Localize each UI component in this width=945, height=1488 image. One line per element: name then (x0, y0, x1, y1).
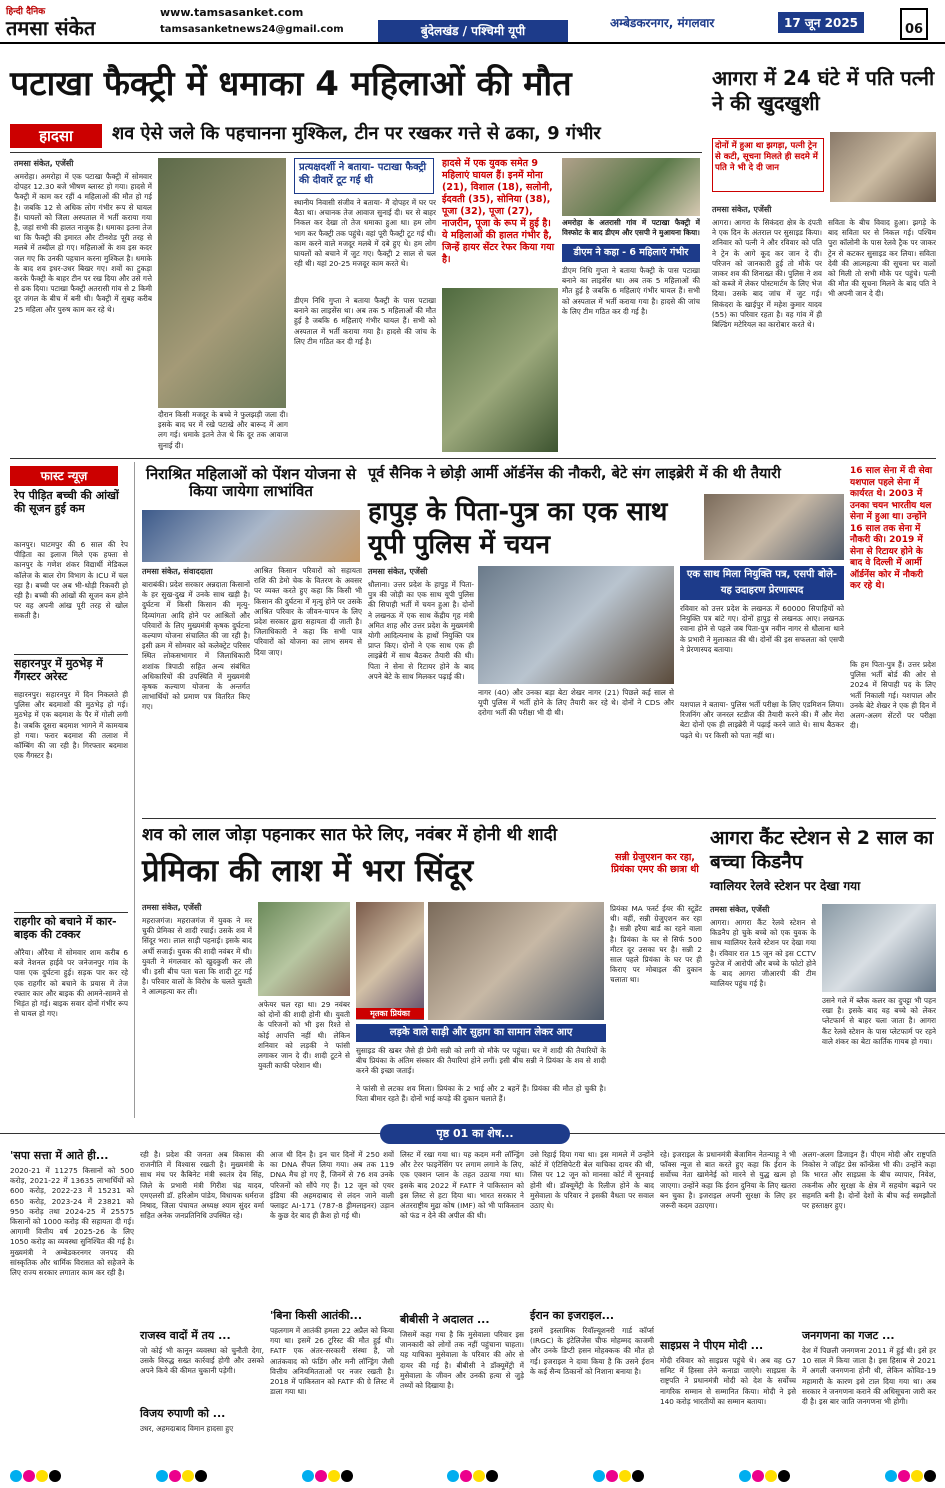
byline: तमसा संकेत, एजेंसी (710, 905, 770, 914)
divider (14, 654, 128, 655)
continued-head-5: ईरान का इजराइल... (530, 1309, 615, 1322)
sindoor-callout: सन्नी ग्रेजुएशन कर रहा, प्रियंका एमए की छात्रा थी (611, 852, 699, 875)
section-tag: बुंदेलखंड / पश्चिमी यूपी (378, 20, 568, 42)
callout-body: स्थानीय निवासी संजीव ने बताया- मैं दोपहर में घर पर बैठा था। अचानक तेज आवाज सुनाई दी। घर से बाहर निकल कर देखा तो तेज धमाका हुआ था। हम लोग भाग कर फैक्ट्री तक पहुंचे। वहां पूरी फैक्ट्री टूट गई थी। काम करने वाले मजदूर मलबे में दबे हुए थे। हम लोग घायलों को बचाने में जुट गए। फैक्ट्री 2 साल से चल रही थी। यहां 20-25 मजदूर काम करते थे। (294, 198, 436, 269)
fast-news-headline-1: रेप पीड़ित बच्ची की आंखों की सूजन हुई कम (14, 489, 119, 515)
agra-body-continued: सविता के बीच विवाद हुआ। झगड़े के बाद सविता घर से निकल गई। पश्चिम पुरा कॉलोनी के पास रेलवे ट्रैक पर जाकर ट्रेन से कटकर सुसाइड कर लिया। सविता देवी की आत्महत्या की सूचना घर वालों को मिली तो सभी मौके पर पहुंचे। पत्नी की मौत की सूचना मिलने के बाद पति ने भी अपनी जान दे दी। (828, 218, 936, 299)
continued-label: पृष्ठ 01 का शेष... (380, 1124, 570, 1144)
website-url: www.tamsasanket.com (160, 6, 304, 19)
continued-head-7: जनगणना का गजट ... (802, 1329, 895, 1342)
byline: तमसा संकेत, एजेंसी (142, 903, 202, 912)
email-address: tamsasanketnews24@gmail.com (160, 24, 344, 35)
accident-photo (158, 158, 286, 408)
agra-callout: दोनों में हुआ था झगड़ा, पत्नी ट्रेन से कटी, सूचना मिलते ही सदमे में पति ने भी दे दी जान (712, 138, 824, 192)
cmyk-mark (156, 1470, 207, 1484)
hapur-headline: हापुड़ के पिता-पुत्र का एक साथ यूपी पुलिस में चयन (368, 497, 668, 560)
kidnap-headline: आगरा कैंट स्टेशन से 2 साल का बच्चा किडनैप (710, 827, 934, 873)
railway-track-photo (830, 132, 936, 202)
continued-body-2b: जो कोई भी कानून व्यवस्था को चुनौती देगा, उसके विरुद्ध सख्त कार्रवाई होगी और उसको अपने किये की कीमत चुकानी पड़ेगी। (140, 1346, 264, 1376)
callout-box: प्रत्यक्षदर्शी ने बताया- पटाखा फैक्ट्री की दीवारें टूट गई थी (294, 158, 434, 194)
pension-body: बाराबंकी। प्रदेश सरकार अन्नदाता किसानों के हर सुख-दुख में उनके साथ खड़ी है। दुर्घटना में किसी किसान की मृत्यु-दिव्यांगता आदि होने पर आश्रितों और परिवारों के लिए मुख्यमंत्री कृषक दुर्घटना कल्याण योजना संचालित की जा रही है। इसी क्रम में सोमवार को कलेक्ट्रेट परिसर स्थित लोकसभागार में जिलाधिकारी शशांक त्रिपाठी सहित अन्य संबंधित अधिकारियों की उपस्थिति में मुख्यमंत्री कृषक कल्याण योजना के अन्तर्गत लाभार्थियों को प्रमाण पत्र वितरित किए गए। (142, 580, 250, 712)
byline: तमसा संकेत, एजेंसी (712, 205, 772, 214)
hapur-callout-body: रविवार को उत्तर प्रदेश के लखनऊ में 60000 सिपाहियों को नियुक्ति पत्र बांटे गए। दोनों हापुड़ से लखनऊ आए। लखनऊ रवाना होने से पहले जब पिता-पुत्र नवीन नागर से धौलाना थाने के प्रभारी ने मुलाकात की थी। दोनों की इस सफलता को एसपी ने प्रेरणास्पद बताया। (680, 604, 844, 654)
cmyk-mark (447, 1470, 498, 1484)
fast-news-body-1: कानपुर। घाटमपुर की 6 साल की रेप पीड़िता का इलाज मिले एक हफ्ता से कानपुर के गणेश शंकर विद्यार्थी मेडिकल कॉलेज के बाल रोग विभाग के ICU में चल रहा है। बच्ची पर अब भी-थोड़ी रिकवरी हो रही है। बच्ची की आंखों की सूजन कम होने पर वह अपनी आंख पूरी तरह से खोल सकती है। (14, 540, 128, 621)
column-rule (134, 462, 135, 1118)
photo-caption: दौरान किसी मजदूर के बच्चे ने फुलझड़ी जला दी। इसके बाद घर में रखे पटाखे और बारूद में आग लग गई। धमाके इतने तेज थे कि दूर तक आवाज सुनाई दी। (158, 410, 288, 450)
kidnap-body: आगरा। आगरा कैंट रेलवे स्टेशन से किडनैप हो चुके बच्चे को एक युवक के साथ ग्वालियर रेलवे स्टेशन पर देखा गया है। रविवार रात 15 जून को इस CCTV फुटेज में आरोपी और बच्चे के फोटो होने के बाद आगरा जीआरपी की टीम ग्वालियर पहुंच गई है। (710, 918, 816, 989)
fast-news-headline-3: राहगीर को बचाने में कार-बाइक की टक्कर (14, 915, 117, 941)
sindoor-callout-body: सुसाइड की खबर जैसे ही प्रेमी सन्नी को लगी वो मौके पर पहुंचा। घर में शादी की तैयारियों के बीच प्रियंका के अंतिम संस्कार की तैयारियां होने लगीं। इसी बीच सन्नी ने प्रियंका के शव से शादी करने की इच्छा जताई। (356, 1046, 606, 1076)
sindoor-body-4: प्रियंका MA फर्स्ट ईयर की स्टूडेंट थी। वहीं, सन्नी ग्रेजुएशन कर रहा है। सन्नी हरैया बार्ड का रहने वाला है। प्रियंका के घर से सिर्फ 500 मीटर दूर उसका घर है। सन्नी 2 साल पहले प्रियंका के घर पर ही किराए पर मोबाइल की दुकान चलाता था। (610, 904, 702, 985)
cmyk-mark (10, 1470, 61, 1484)
category-tag: हादसा (10, 124, 102, 148)
sindoor-body: महराजगंज। महराजगंज में युवक ने मर चुकी प्रेमिका से शादी रचाई। उसके शव में सिंदूर भरा। लाल साड़ी पहनाई। इसके बाद अर्थी सजाई। युवक की शादी नवंबर में थी। युवती ने मंगलवार को खुदकुशी कर ली थी। इसी बीच पता चला कि शादी टूट गई है। परिवार वालों के विरोध के चलते युवती ने आत्महत्या कर ली। (142, 916, 252, 997)
hapur-kicker: पूर्व सैनिक ने छोड़ी आर्मी ऑर्डनेंस की नौकरी, बेटे संग लाइब्रेरी में की थी तैयारी (368, 466, 781, 482)
dm-subhead: डीएम ने कहा - 6 महिलाएं गंभीर (562, 244, 700, 262)
pension-body-continued: आश्रित किसान परिवारों को सहायता राशि की डेमो चेक के वितरण के अवसर पर व्यक्त करते हुए कहा कि किसी भी किसान की दुर्घटना में मृत्यु होने पर उसके आश्रित परिवार के जीवन-यापन के लिए प्रदेश सरकार द्वारा सहायता दी जाती है। जिलाधिकारी ने कहा कि सभी पात्र परिवारों को योजना का लाभ समय से दिया जाए। (254, 566, 362, 657)
pension-headline: निराश्रित महिलाओं को पेंशन योजना से किया जायेगा लाभांवित (145, 465, 357, 501)
continued-body-6: रहे। इजराइल के प्रधानमंत्री बेंजामिन नेतन्याहू ने भी फॉक्स न्यूज से बात करते हुए कहा कि ईरान के सर्वोच्च नेता खामेनेई को मारने से युद्ध खत्म हो जाएगा। उन्होंने कहा कि ईरान दुनिया के लिए खतरा बन चुका है। इजराइल अपनी सुरक्षा के लिए हर जरूरी कदम उठाएगा। (660, 1150, 796, 1211)
agra-body: आगरा। आगरा के सिकंदरा क्षेत्र के दंपती ने एक दिन के अंतराल पर सुसाइड किया। शनिवार को पत्नी ने और रविवार को पति ने ट्रेन के आगे कूद कर जान दे दी। परिजन को जानकारी हुई तो मौके पर जाकर शव की शिनाख्त की। पुलिस ने शव को कब्जे में लेकर पोस्टमार्टम के लिए भेज दिया। उसके बाद जांच में जुट गई। सिकंदरा के खाईपुर में महेश कुमार यादव (55) का परिवार रहता है। वह गांव में ही बिल्डिंग मटेरियल का कारोबार करते थे। (712, 218, 822, 330)
continued-head-3: 'बिना किसी आतंकी... (270, 1309, 363, 1322)
continued-body-2: रही है। प्रदेश की जनता अब विकास की राजनीति में विश्वास रखती है। मुख्यमंत्री के साथ मंच पर कैबिनेट मंत्री स्वतंत्र देव सिंह, जिले के प्रभारी मंत्री गिरीश चंद्र यादव, एमएलसी डॉ. हरिओम पांडेय, विधायक धर्मराज निषाद, जिला पंचायत अध्यक्ष श्याम सुंदर वर्मा सहित अनेक जनप्रतिनिधि उपस्थित रहे। (140, 1150, 264, 1221)
funeral-photo (428, 902, 604, 1020)
hapur-callout: एक साथ मिला नियुक्ति पत्र, एसपी बोले- यह उदाहरण प्रेरणास्पद (680, 566, 844, 600)
article-body: अमरोहा। अमरोहा में एक पटाखा फैक्ट्री में सोमवार दोपहर 12.30 बजे भीषण ब्लास्ट हो गया। हादसे में फैक्ट्री में काम कर रहीं 4 महिलाओं की मौत हो गई है। जबकि 12 से अधिक लोग गंभीर रूप से घायल हैं। घायलों को जिला अस्पताल में भर्ती कराया गया है, जहां सभी की हालत नाजुक है। धमाका इतना तेज था कि फैक्ट्री की इमारत और टीनशेड पूरी तरह से मलबे में तब्दील हो गए। महिलाओं के शव इस कदर जल गए कि उनकी पहचान करना मुश्किल है। धमाके के बाद शव इधर-उधर बिखर गए। शवों का टुकड़ा करके फैक्ट्री के बाहर टीन पर रख दिया और उसे गत्ते से ढक दिया। पटाखा फैक्ट्री अतरासी गांव से 2 किमी दूर जंगल के बीच में बनी थी। फैक्ट्री में सुबह करीब 25 महिला और पुरुष काम कर रहे थे। (14, 172, 152, 314)
victim-name-label: मृतका प्रियंका (356, 1008, 424, 1019)
continued-body-4b: जिसमें कहा गया है कि मुसेवाला परिवार इस जानकारी को लोगों तक नहीं पहुंचाना चाहता। यह याचिका मुसेवाला के परिवार की ओर से दायर की गई है। बीबीसी ने डॉक्यूमेंट्री में मुसेवाला के जीवन और उनकी हत्या से जुड़े तथ्यों को दिखाया है। (400, 1330, 524, 1391)
inset-caption: अमरोहा के अतरासी गांव में पटाखा फैक्ट्री में विस्फोट के बाद डीएम और एसपी ने मुआयना किया। (562, 218, 700, 238)
page-number: 06 (900, 8, 928, 40)
continued-body-2c: उधर, अहमदाबाद विमान हादसा हुए (140, 1424, 234, 1433)
issue-date: 17 जून 2025 (778, 12, 864, 33)
byline: तमसा संकेत, संवाददाता (142, 567, 213, 576)
fast-news-headline-2: सहारनपुर में मुठभेड़ में गैंगस्टर अरेस्ट (14, 657, 103, 683)
masthead (0, 0, 945, 44)
continued-body-3: आज थी दिन है। इन चार दिनों में 250 शवों का DNA सैंपल लिया गया। अब तक 119 DNA मैच हो गए हैं, जिनमें से 76 शव उनके परिजनों को सौंपे गए हैं। 12 जून को एयर इंडिया की अहमदाबाद से लंदन जाने वाली फ्लाइट AI-171 (787-8 ड्रीमलाइनर) उड़ान के कुछ देर बाद ही क्रैश हो गई थी। (270, 1150, 394, 1221)
continued-body-5: उसे रिहाई दिया गया था। इस मामले में उन्होंने कोर्ट में एंटिसिपेटरी बेल याचिका दायर की थी, जिस पर 12 जून को मानसा कोर्ट में सुनवाई होनी थी। डॉक्यूमेंट्री के रिलीज होने के बाद मुसेवाला के परिवार ने इसकी वैधता पर सवाल उठाए थे। (530, 1150, 654, 1211)
print-registration-marks (10, 1470, 936, 1484)
hapur-body-continued: यशपाल ने बताया- पुलिस भर्ती परीक्षा के लिए एडमिशन लिया। रिजनिंग और जनरल स्टडीज की तैयारी करने की। मैं और मेरा बेटा दोनों एक ही लाइब्रेरी में पढ़ाई करने जाते थे। साथ बैठकर पढ़ते थे। पर किसी को पता नहीं था। (680, 700, 844, 740)
cmyk-mark (739, 1470, 790, 1484)
continued-body-3b: पहलगाम में आतंकी हमला 22 अप्रैल को किया गया था। इसमें 26 टूरिस्ट की मौत हुई थी। FATF एक अंतर-सरकारी संस्था है, जो आतंकवाद को फंडिंग और मनी लॉन्ड्रिंग जैसी वित्तीय अनियमितताओं पर नजर रखती है। 2018 में पाकिस्तान को FATF की ग्रे लिस्ट में डाला गया था। (270, 1326, 394, 1397)
sindoor-body-3: ने फांसी से लटका शव मिला। प्रियंका के 2 भाई और 2 बहनें हैं। प्रियंका की मौत हो चुकी है। पिता बीमार रहते हैं। दोनों भाई कपड़े की दुकान चलाते हैं। (356, 1084, 606, 1104)
continued-body-7b: देश में पिछली जनगणना 2011 में हुई थी। इसे हर 10 साल में किया जाता है। इस हिसाब से 2021 में अगली जनगणना होनी थी, लेकिन कोविड-19 महामारी के कारण इसे टाल दिया गया था। अब सरकार ने जनगणना कराने की अधिसूचना जारी कर दी है। इस बार जाति जनगणना भी होगी। (802, 1346, 936, 1407)
sindoor-kicker: शव को लाल जोड़ा पहनाकर सात फेरे लिए, नवंबर में होनी थी शादी (142, 825, 558, 845)
logo-tagline: हिन्दी दैनिक (6, 7, 46, 17)
continued-body-5b: इसमें इस्लामिक रिवॉल्यूशनरी गार्ड कॉर्प्स (IRGC) के इंटेलिजेंस चीफ मोहम्मद काजमी और उनके डिप्टी हसन मोहक्कक की मौत हो गई। इजराइल ने दावा किया है कि उसने ईरान के कई सैन्य ठिकानों को निशाना बनाया है। (530, 1326, 654, 1376)
fast-news-body-3: औरैया। औरैया में सोमवार शाम करीब 6 बजे नेशनल हाईवे पर जनेजनपुर गांव के पास एक दुर्घटना हुई। सड़क पार कर रहे एक राहगीर को बचाने के प्रयास में तेज रफ्तार कार और बाइक की आमने-सामने से भिड़ंत हो गई। बाइक सवार दोनों गंभीर रूप से घायल हो गए। (14, 948, 128, 1019)
logo-title: तमसा संकेत (6, 16, 96, 40)
fast-news-body-2: सहारनपुर। सहारनपुर में दिन निकलते ही पुलिस और बदमाशों की मुठभेड़ हो गई। मुठभेड़ में एक बदमाश के पैर में गोली लगी है। जबकि दूसरा बदमाश भागने में कामयाब हो गया। फरार बदमाश की तलाश में कॉम्बिंग की जा रही है। गिरफ्तार बदमाश एक गैंगस्टर है। (14, 690, 128, 761)
continued-head-2: राजस्व वादों में तय ... (140, 1329, 231, 1342)
continued-body-4: लिस्ट में रखा गया था। यह कदम मनी लॉन्ड्रिंग और टेरर फाइनेंसिंग पर लगाम लगाने के लिए, एक एक्शन प्लान के तहत उठाया गया था। इसके बाद 2022 में FATF ने पाकिस्तान को इस लिस्ट से हटा दिया था। भारत सरकार ने अंतरराष्ट्रीय मुद्रा कोष (IMF) को भी पाकिस्तान को फंड न देने की अपील की थी। (400, 1150, 524, 1221)
lead-subheadline: शव ऐसे जले कि पहचानना मुश्किल, टीन पर रखकर गत्ते से ढका, 9 गंभीर (112, 123, 601, 144)
cctv-photo (822, 904, 936, 992)
army-service-fact: 16 साल सेना में दी सेवा यशपाल पहले सेना में कार्यरत थे। 2003 में उनका चयन भारतीय थल सेना में हुआ था। उन्होंने 16 साल तक सेना में नौकरी की। 2019 में सेना से रिटायर होने के बाद वे दिल्ली में आर्मी ऑर्डनेंस कोर में नौकरी कर रहे थे। (850, 466, 933, 591)
fast-news-label: फास्ट न्यूज़ (10, 466, 118, 486)
divider (10, 458, 936, 459)
continued-head-4: बीबीसी ने अदालत ... (400, 1313, 490, 1326)
continued-head-6: साइप्रस ने पीएम मोदी ... (660, 1339, 764, 1352)
article-body-continued: डीएम निधि गुप्ता ने बताया फैक्ट्री के पास पटाखा बनाने का लाइसेंस था। अब तक 5 महिलाओं की मौत हुई है जबकि 6 महिलाएं गंभीर घायल हैं। सभी को अस्पताल में भर्ती कराया गया है। हादसे की जांच के लिए टीम गठित कर दी गई है। (294, 296, 436, 346)
continued-body-7: अलग-अलग डिजाइन हैं। पीएम मोदी और राष्ट्रपति निकोस ने जॉइंट प्रेस कॉन्फ्रेंस भी की। उन्होंने कहा कि भारत और साइप्रस के बीच व्यापार, निवेश, तकनीक और सुरक्षा के क्षेत्र में सहयोग बढ़ाने पर सहमति बनी है। दोनों देशों के बीच कई समझौतों पर हस्ताक्षर हुए। (802, 1150, 936, 1211)
kidnap-body-continued: उसने गले में ब्लैक कलर का दुपट्टा भी पहन रखा है। इसके बाद वह बच्चे को लेकर प्लेटफार्म से बाहर चला जाता है। आगरा कैंट रेलवे स्टेशन के पास प्लेटफार्म पर रहने वाले शंकर का बेटा कार्तिक गायब हो गया। (822, 996, 936, 1046)
hapur-photo-caption: नागर (40) और उनका बड़ा बेटा शेखर नागर (21) पिछले कई साल से यूपी पुलिस में भर्ती होने के लिए तैयारी कर रहे थे। दोनों ने CDS और दरोगा भर्ती की परीक्षा भी दी थी। (478, 688, 674, 718)
divider (10, 152, 702, 153)
injured-list-callout: हादसे में एक युवक समेत 9 महिलाएं घायल हैं। इनमें मोना (21), विशाल (18), सलोनी, ईदवती (35), सोनिया (38), पूजा (32), पूजा (27), नाजरीन, पूजा के रूप में हुई है। ये महिलाओं की हालत गंभीर है, जिन्हें हायर सेंटर रेफर किया गया है। (442, 158, 555, 265)
police-recruits-photo (478, 566, 674, 684)
dateline: अम्बेडकरनगर, मंगलवार (610, 16, 715, 30)
sindoor-headline: प्रेमिका की लाश में भरा सिंदूर (142, 853, 474, 889)
byline: तमसा संकेत, एजेंसी (368, 567, 428, 576)
lead-headline: पटाखा फैक्ट्री में धमाका 4 महिलाओं की मौत (10, 64, 572, 104)
hapur-body: धौलाना। उत्तर प्रदेश के हापुड़ में पिता-पुत्र की जोड़ी का एक साथ यूपी पुलिस की सिपाही भर्ती में चयन हुआ है। दोनों ने लखनऊ में एक साथ केंद्रीय गृह मंत्री अमित शाह और उत्तर प्रदेश के मुख्यमंत्री योगी आदित्यनाथ के हाथों नियुक्ति पत्र प्राप्त किए। दोनों ने एक साथ एक ही लाइब्रेरी में साथ बैठकर तैयारी की थी। पिता ने सेना से रिटायर होने के बाद अपने बेटे के साथ मिलकर पढ़ाई की। (368, 580, 474, 681)
continued-head-2c: विजय रुपाणी को ... (140, 1407, 226, 1420)
sindoor-callout-2: लड़के वाले साड़ी और सुहाग का सामान लेकर आए (356, 1024, 606, 1042)
dm-inspection-photo (562, 158, 700, 216)
newspaper-logo (6, 4, 156, 40)
divider (142, 818, 936, 819)
sidebar-body: कि हम पिता-पुत्र हैं। उत्तर प्रदेश पुलिस भर्ती बोर्ड की ओर से 2024 में सिपाही पद के लिए भर्ती निकाली गई। यशपाल और उनके बेटे शेखर ने एक ही दिन में अलग-अलग सेंटरों पर परीक्षा दी। (850, 660, 936, 731)
hapur-family-photo (704, 494, 844, 560)
wedding-photo (258, 902, 350, 996)
continued-body-6b: मोदी रविवार को साइप्रस पहुंचे थे। अब वह G7 समिट में हिस्सा लेने कनाडा जाएंगे। साइप्रस के राष्ट्रपति ने प्रधानमंत्री मोदी को देश के सर्वोच्च नागरिक सम्मान से सम्मानित किया। मोदी ने इसे 140 करोड़ भारतीयों का सम्मान बताया। (660, 1356, 796, 1406)
pension-event-photo (142, 510, 360, 562)
cmyk-mark (593, 1470, 644, 1484)
continued-body-1: 2020-21 में 11275 किसानों को 500 करोड़, 2021-22 में 13635 लाभार्थियों को 600 करोड़, 2022-23 में 15231 को 650 करोड़, 2023-24 में 23821 को 950 करोड़ तथा 2024-25 में 25575 किसानों को 1000 करोड़ की सहायता दी गई। आगामी वित्तीय वर्ष 2025-26 के लिए 1050 करोड़ का व्यवस्था सुनिश्चित की गई है। मुख्यमंत्री ने अम्बेडकरनगर जनपद की सांस्कृतिक और धार्मिक विरासत को सहेजने के लिए राज्य सरकार लगातार काम कर रही है। (10, 1166, 134, 1278)
dm-body: डीएम निधि गुप्ता ने बताया फैक्ट्री के पास पटाखा बनाने का लाइसेंस था। अब तक 5 महिलाओं की मौत हुई है जबकि 6 महिलाएं गंभीर घायल हैं। सभी को अस्पताल में भर्ती कराया गया है। हादसे की जांच के लिए टीम गठित कर दी गई है। (562, 266, 700, 316)
cmyk-mark (885, 1470, 936, 1484)
agra-headline: आगरा में 24 घंटे में पति पत्नी ने की खुदखुशी (712, 66, 935, 115)
cmyk-mark (302, 1470, 353, 1484)
divider (14, 912, 128, 913)
victim-portrait (356, 902, 424, 1020)
police-photo (442, 288, 558, 452)
kidnap-subhead: ग्वालियर रेलवे स्टेशन पर देखा गया (710, 879, 861, 893)
continued-head-1: 'सपा सत्ता में आते ही... (10, 1149, 109, 1162)
sindoor-body-continued: अफेयर चल रहा था। 29 नवंबर को दोनों की शादी होनी थी। युवती के परिजनों को भी इस रिश्ते से कोई आपत्ति नहीं थी। लेकिन शनिवार को लड़की ने फांसी लगाकर जान दे दी। शादी टूटने से युवती काफी परेशान थी। (258, 1000, 350, 1071)
byline: तमसा संकेत, एजेंसी (14, 159, 74, 168)
